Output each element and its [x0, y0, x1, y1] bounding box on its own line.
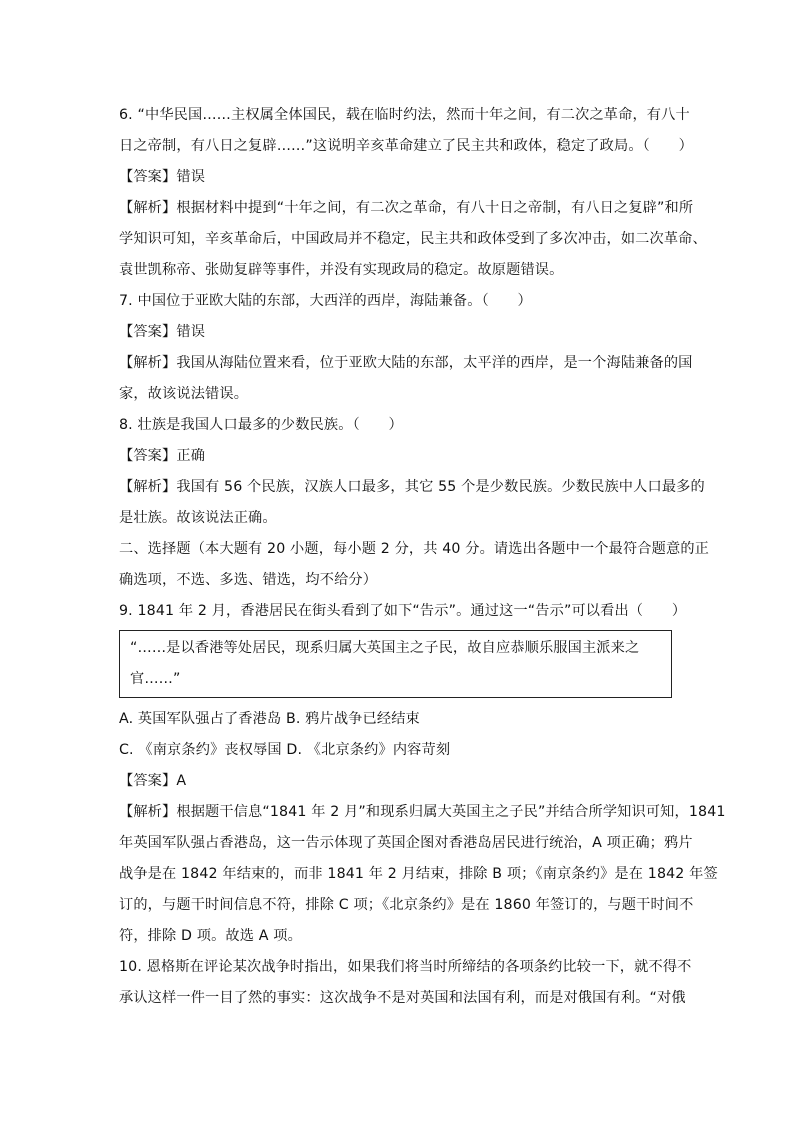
analysis-line: 订的，与题干时间信息不符，排除 C 项；《北京条约》是在 1860 年签订的，与题干时间不 — [119, 897, 694, 913]
answer-line: 【答案】A — [119, 773, 187, 789]
question-10 — [119, 952, 692, 1014]
analysis-line: 【解析】根据材料中提到“十年之间，有二次之革命，有八十日之帝制，有八日之复辟”和所 — [119, 200, 694, 216]
analysis-line: 年英国军队强占香港岛，这一告示体现了英国企图对香港岛居民进行统治，A 项正确；鸦片 — [119, 835, 693, 851]
analysis-line: 战争是在 1842 年结束的，而非 1841 年 2 月结束，排除 B 项；《南京条约》是在 1842 年签 — [119, 866, 718, 882]
question-text: 承认这样一件一目了然的事实：这次战争不是对英国和法国有利，而是对俄国有利。“对俄 — [119, 990, 686, 1006]
question-text: 10. 恩格斯在评论某次战争时指出，如果我们将当时所缔结的各项条约比较一下，就不得不 — [119, 959, 692, 975]
analysis-line: 是壮族。故该说法正确。 — [119, 510, 277, 526]
question-text: 9. 1841 年 2 月，香港居民在街头看到了如下“告示”。通过这一“告示”可以看出（ ） — [119, 603, 687, 619]
option-line: A. 英国军队强占了香港岛 B. 鸦片战争已经结束 — [119, 711, 420, 727]
question-text: 日之帝制，有八日之复辟……”这说明辛亥革命建立了民主共和政体，稳定了政局。（ ） — [119, 138, 693, 154]
analysis-line: 家，故该说法错误。 — [119, 386, 249, 402]
question-text: 8. 壮族是我国人口最多的少数民族。（ ） — [119, 417, 403, 433]
options — [119, 704, 684, 766]
analysis-line: 【解析】我国有 56 个民族，汉族人口最多，其它 55 个是少数民族。少数民族中人口最多的 — [119, 479, 705, 495]
question-text: 7. 中国位于亚欧大陆的东部，大西洋的西岸，海陆兼备。（ ） — [119, 293, 532, 309]
analysis-line: 袁世凯称帝、张勋复辟等事件，并没有实现政局的稳定。故原题错误。 — [119, 262, 564, 278]
answer-line: 【答案】正确 — [119, 448, 206, 464]
analysis-line: 【解析】我国从海陆位置来看，位于亚欧大陆的东部，太平洋的西岸，是一个海陆兼备的国 — [119, 355, 693, 371]
section-heading-line: 确选项，不选、多选、错选，均不给分） — [119, 572, 378, 588]
analysis-line: 【解析】根据题干信息“1841 年 2 月”和现系归属大英国主之子民”并结合所学知识可知，1841 — [119, 804, 726, 820]
document-page — [119, 100, 726, 1014]
quote-line: “……是以香港等处居民，现系归属大英国主之子民，故自应恭顺乐服国主派来之 — [130, 640, 640, 656]
answer-line: 【答案】错误 — [119, 169, 206, 185]
answer-line: 【答案】错误 — [119, 324, 206, 340]
quote-line: 官……” — [130, 671, 181, 687]
analysis-line: 学知识可知，辛亥革命后，中国政局并不稳定，民主共和政体受到了多次冲击，如二次革命、 — [119, 231, 707, 247]
question-8 — [119, 410, 705, 534]
section-heading-line: 二、选择题（本大题有 20 小题，每小题 2 分，共 40 分。请选出各题中一个最符合题意的正 — [119, 541, 709, 557]
option-line: C. 《南京条约》丧权辱国 D. 《北京条约》内容苛刻 — [119, 742, 451, 758]
quote-box — [119, 630, 672, 698]
question-7 — [119, 286, 693, 410]
section-heading — [119, 534, 709, 596]
question-9 — [119, 596, 726, 952]
question-6 — [119, 100, 707, 286]
analysis-line: 符，排除 D 项。故选 A 项。 — [119, 928, 302, 944]
question-text: 6. “中华民国……主权属全体国民，载在临时约法，然而十年之间，有二次之革命，有八十 — [119, 107, 690, 123]
